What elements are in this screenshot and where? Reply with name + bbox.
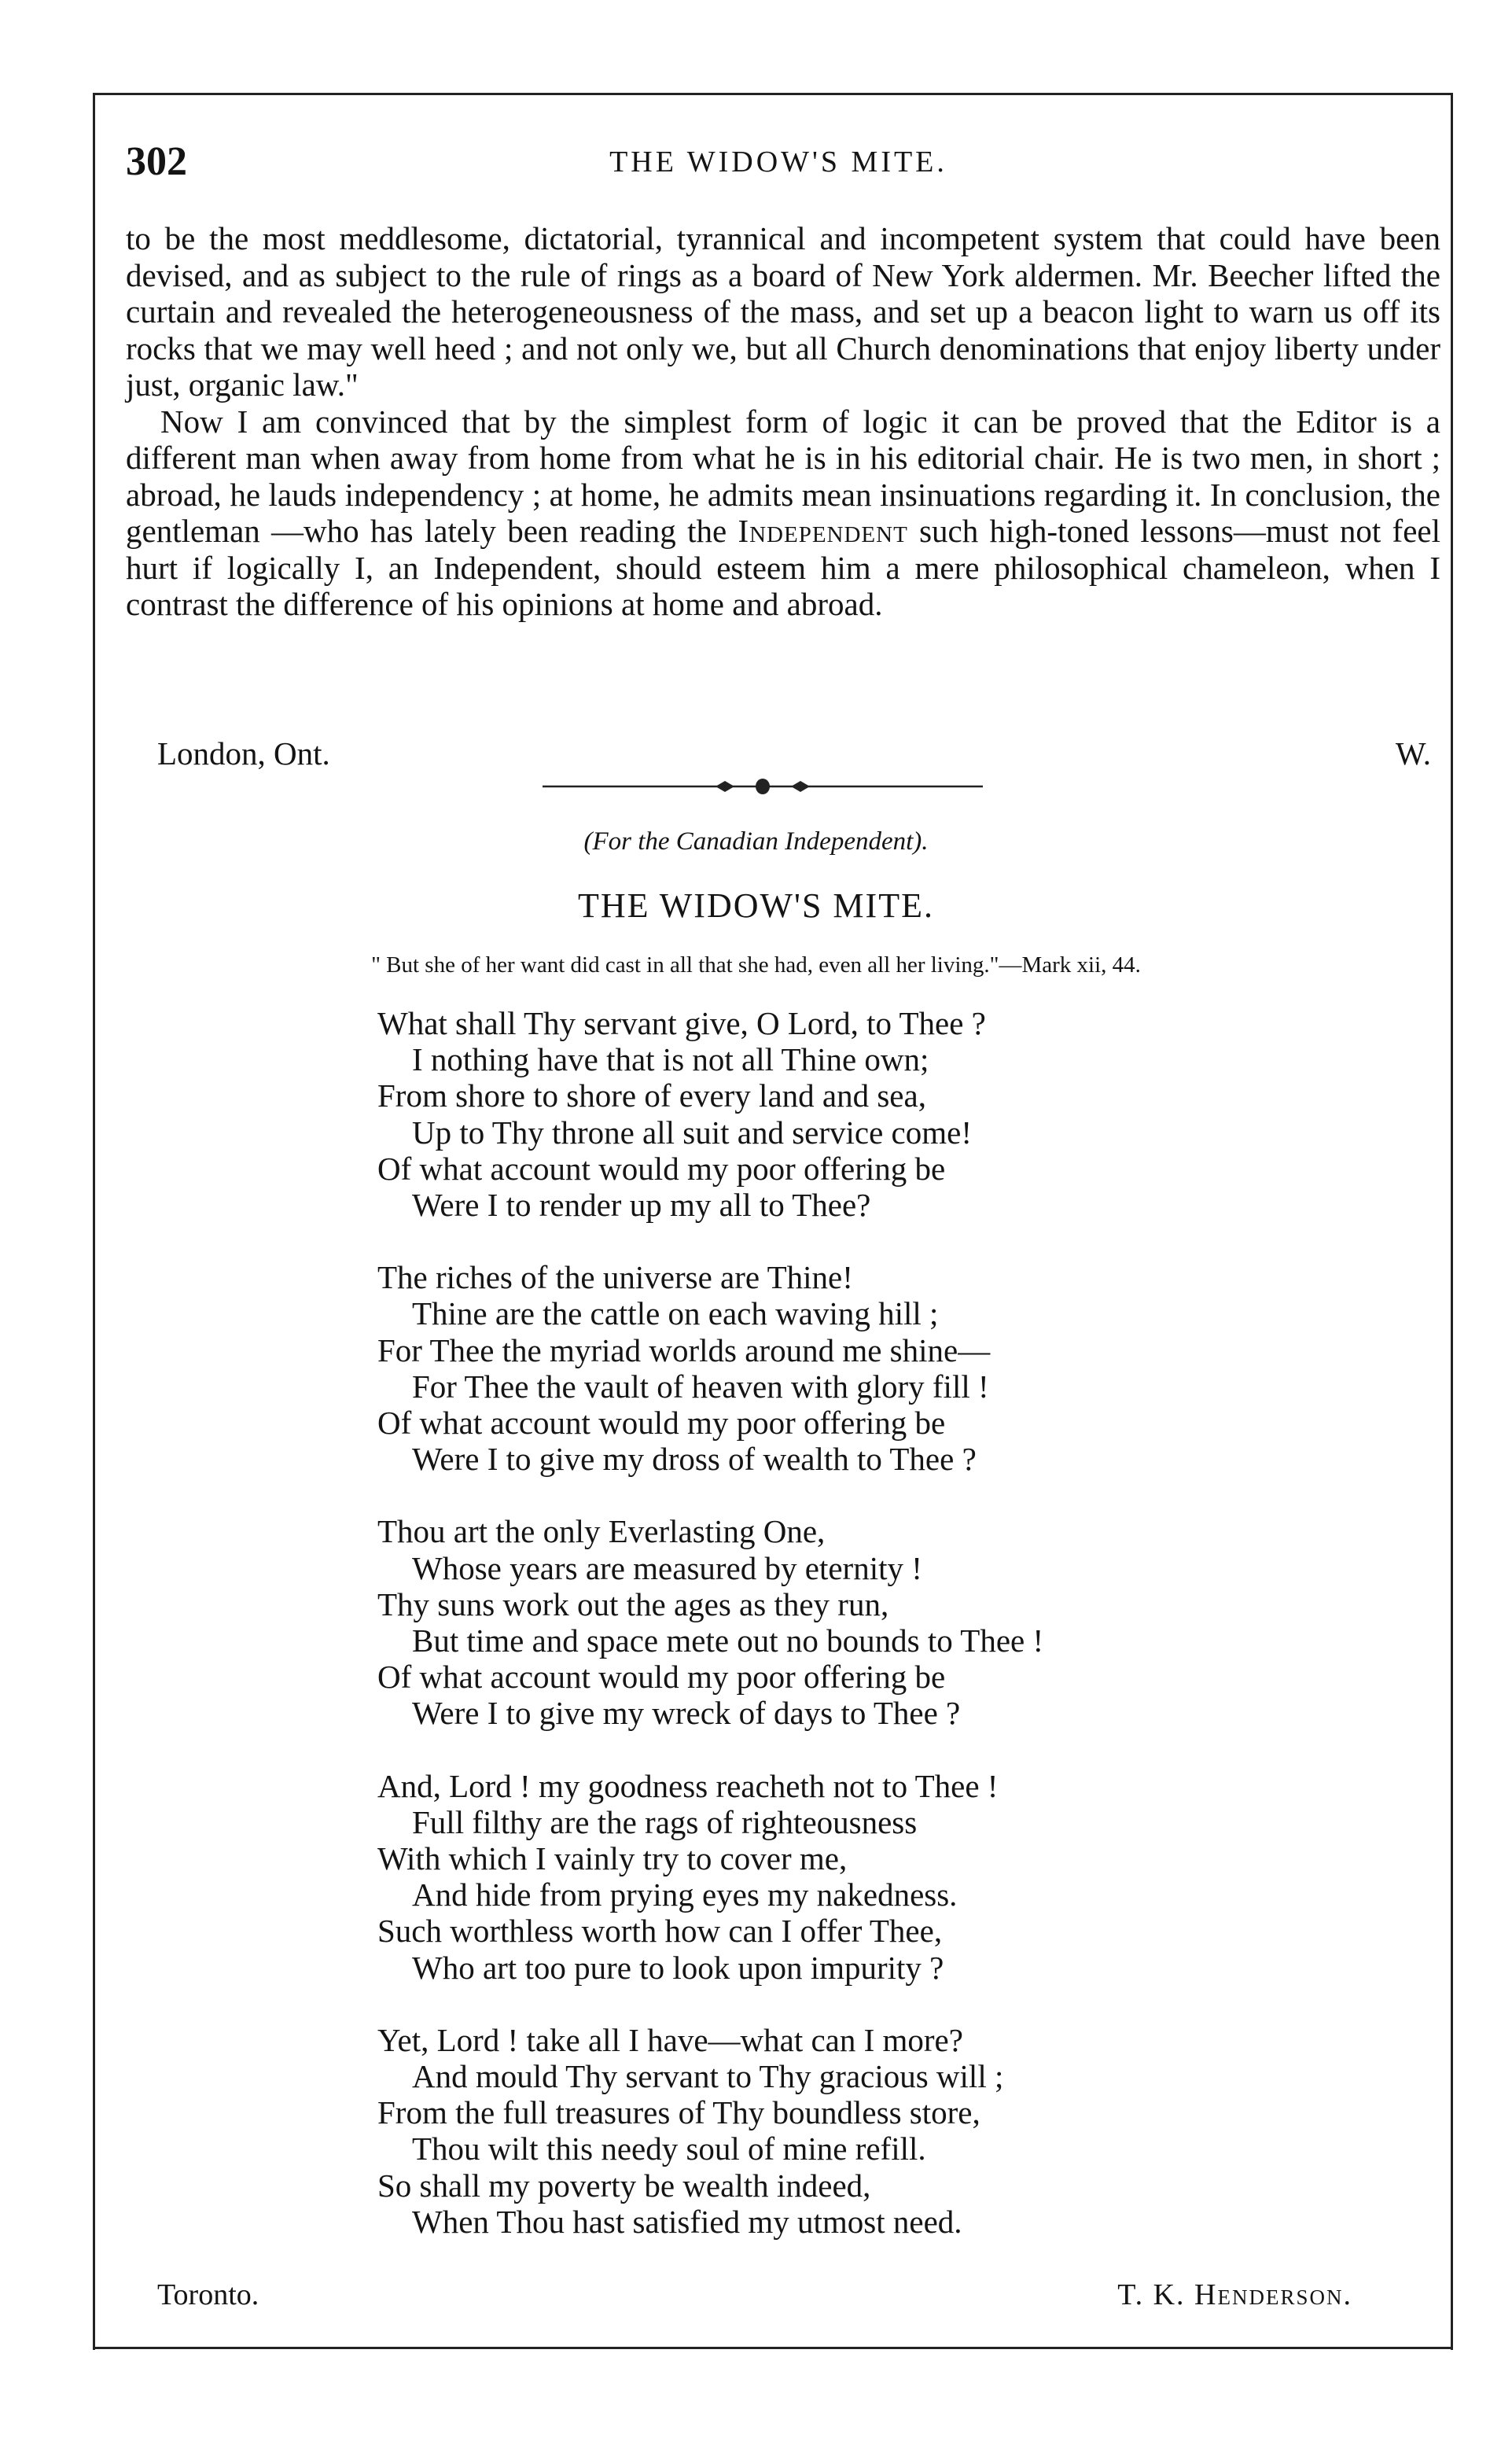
poem-line: So shall my poverty be wealth indeed, [377,2167,871,2204]
letter-place: London, Ont. [157,735,330,772]
poem-line: With which I vainly try to cover me, [377,1840,848,1877]
poem-line: And hide from prying eyes my nakedness. [412,1876,958,1913]
publication-name: Independent [738,513,908,549]
poem-line: For Thee the vault of heaven with glory fill ! [412,1368,989,1405]
stanza [377,1513,1043,1731]
source-note: (For the Canadian Independent). [583,827,929,856]
poem-line: Were I to give my wreck of days to Thee ? [412,1695,961,1732]
poem-line: Of what account would my poor offering be [377,1659,946,1696]
poem-line: Whose years are measured by eternity ! [412,1549,922,1586]
poem-line: I nothing have that is not all Thine own; [412,1041,929,1078]
poem-place: Toronto. [157,2278,259,2311]
epigraph: " But she of her want did cast in all that she had, even all her living."—Mark xii, 44. [371,952,1141,978]
stanza [377,1259,1043,1477]
poem-line: But time and space mete out no bounds to Thee ! [412,1622,1044,1659]
poem-line: And, Lord ! my goodness reacheth not to Thee ! [377,1767,999,1804]
poem-signoff [126,2278,1352,2317]
paragraph-2-text-b: such high-toned lessons—must not feel hurt if logically I, an Independent, should esteem him a mere philosophical chameleon, when I contrast the difference of his opinions at home and abroad. [126,513,1440,622]
poem-line: The riches of the universe are Thine! [377,1259,853,1296]
paragraph-2-text-a: Now I am convinced that by the simplest form of logic it can be proved that the Editor is a different man when away from home from what he is in his editorial chair. He is two men, in short ; abroad, he lauds independency ; at home, he admits mean insinuations regarding it. In conclusion, the gentleman —who has lately been reading the [126,403,1440,549]
poem-line: Thy suns work out the ages as they run, [377,1585,889,1622]
poem-line: Full filthy are the rags of righteousness [412,1803,918,1840]
letter-signature: W. [1395,735,1431,772]
poem-line: Thou art the only Everlasting One, [377,1513,826,1550]
poem-line: Up to Thy throne all suit and service come! [412,1114,972,1151]
stanza [377,1768,1043,1986]
letter-signoff [126,735,1431,774]
poem-line: When Thou hast satisfied my utmost need. [412,2203,962,2240]
poem-line: From shore to shore of every land and sea, [377,1077,926,1114]
poem-title: THE WIDOW'S MITE. [578,886,934,925]
letter-body [126,220,1440,623]
poem-line: What shall Thy servant give, O Lord, to Thee ? [377,1005,986,1041]
ornamental-divider [543,775,983,798]
poem-line: For Thee the myriad worlds around me shine— [377,1331,991,1368]
paragraph-2 [126,403,1440,623]
poem-line: From the full treasures of Thy boundless store, [377,2094,980,2131]
poem-line: Of what account would my poor offering be [377,1150,946,1187]
page-header [126,138,1431,186]
poem-line: Were I to render up my all to Thee? [412,1187,871,1224]
paragraph-1: to be the most meddlesome, dictatorial, tyrannical and incompetent system that could have been devised, and as subject to the rule of rings as a board of New York aldermen. Mr. Beecher lifted the curtain and revealed the heterogeneousness of the mass, and set up a beacon light to warn us off its rocks that we may well heed ; and not only we, but all Church denominations that enjoy liberty under just, organic law." [126,220,1440,403]
poem-line: And mould Thy servant to Thy gracious will ; [412,2058,1004,2095]
stanza [377,1005,1043,1223]
poem-author: T. K. Henderson. [1117,2278,1352,2311]
poem-line: Yet, Lord ! take all I have—what can I more? [377,2021,963,2058]
page-number: 302 [126,139,187,184]
stanza [377,2022,1043,2240]
poem-line: Of what account would my poor offering be [377,1405,946,1442]
poem-line: Who art too pure to look upon impurity ? [412,1949,944,1986]
poem-body [377,1005,1043,2276]
poem-line: Such worthless worth how can I offer Thee, [377,1913,943,1950]
poem-line: Thou wilt this needy soul of mine refill. [412,2130,926,2167]
running-title: THE WIDOW'S MITE. [609,145,947,179]
poem-line: Thine are the cattle on each waving hill ; [412,1295,939,1332]
poem-line: Were I to give my dross of wealth to Thee ? [412,1441,977,1478]
bottom-rule [93,2347,1453,2349]
